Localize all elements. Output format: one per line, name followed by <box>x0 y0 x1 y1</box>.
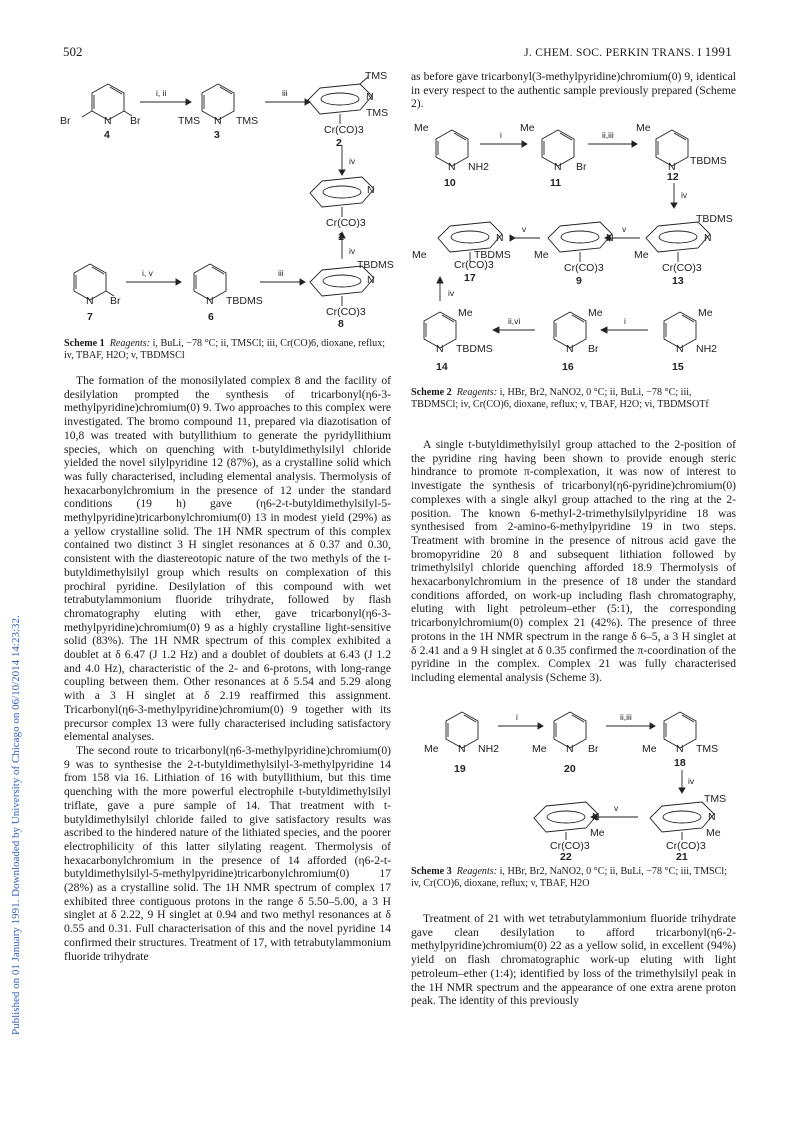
compound-number: 19 <box>454 763 466 775</box>
label-br: Br <box>60 115 71 127</box>
label-n: N <box>448 161 456 173</box>
caption-label: Scheme 2 <box>411 387 452 398</box>
compound-number: 7 <box>87 311 93 323</box>
label-me: Me <box>534 249 549 261</box>
download-watermark <box>10 235 22 1035</box>
reagent-arrow-label: v <box>614 803 619 813</box>
compound-8-structure <box>310 266 374 306</box>
reagent-arrow-label: iv <box>681 190 688 200</box>
scheme-1-figure <box>60 66 395 328</box>
label-crco3: Cr(CO)3 <box>662 262 702 274</box>
label-n: N <box>367 274 375 286</box>
compound-number: 18 <box>674 757 686 769</box>
reagent-arrow-label: v <box>622 224 627 234</box>
compound-number: 6 <box>208 311 214 323</box>
reagent-arrow-label: ii,iii <box>620 712 632 722</box>
label-me: Me <box>588 307 603 319</box>
label-me: Me <box>590 827 605 839</box>
label-tms: TMS <box>365 70 388 82</box>
label-me: Me <box>634 249 649 261</box>
caption-reagents: Reagents: <box>456 866 498 877</box>
label-crco3: Cr(CO)3 <box>326 306 366 318</box>
label-n: N <box>566 743 574 755</box>
reagent-arrow-label: i <box>624 316 626 326</box>
label-n: N <box>496 232 504 244</box>
compound-22-structure <box>534 802 598 840</box>
compound-number: 12 <box>667 171 679 183</box>
compound-number: 11 <box>550 177 562 189</box>
paragraph: A single t-butyldimethylsilyl group attached to the 2-position of the pyridine ring having been shown to provide enough steric hindrance to promote π-complexation, it was now of interest to investigate the synthesis of tricarbonyl(η6-pyridine)chromium(0) complexes with a single alkyl group attached to the ring at the 2-position. The known 6-methyl-2-trimethylsilylpyridine 18 was synthesised from 2-amino-6-methylpyridine 19 in two steps. Treatment with bromine in the presence of nitrous acid gave the bromopyridine 20 8 and subsequent lithiation followed by trimethylsilyl chloride quenching afforded 18.9 Thermolysis of hexacarbonylchromium in the presence of 18 under the standard conditions afforded, on work-up including flash chromatography, eluting with light petroleum–ether (5:1), the corresponding tricarbonylchromium(0) complex 21 (42%). The presence of three protons in the 1H NMR spectrum in the range δ 6–5, a 3 H singlet at δ 2.41 and a 9 H singlet at δ 0.35 confirmed the π-coordination of the pyridine in the complex. Complex 21 was fully characterised including elemental analysis (Scheme 3). <box>411 438 736 684</box>
paragraph: The formation of the monosilylated complex 8 and the facility of desilylation prompted the synthesis of tricarbonyl(η6-3-methylpyridine)chromium(0) 9. Two approaches to this complex were investigated. The bromo compound 11, prepared via diazotisation of 10,8 was treated with butyllithium to generate the pyridyllithium species, which on quenching with t-butyldimethylsilyl chloride yielded the novel silylpyridine 12 (87%), as a crystalline solid which was fully characterised, including elemental analysis. Thermolysis of hexacarbonylchromium in the presence of 12 under the standard conditions (19 h) gave (η6-2-t-butyldimethylsilyl-5-methylpyridine)tricarbonylchromium(0) 13 in modest yield (29%) as a yellow crystalline solid. The 1H NMR spectrum of this complex contained two distinct 3 H singlet resonances at δ 0.37 and 0.30, consistent with the diastereotopic nature of the two methyls of the t-butyldimethylsilyl group which results on complexation of this prochiral pyridine. Desilylation of this compound with wet tetrabutylammonium fluoride trihydrate, followed by flash chromatography eluting with ether, gave tricarbonyl(η6-3-methylpyridine)chromium(0) 9 as a highly crystalline light-sensitive solid (83%). The 1H NMR spectrum of this complex exhibited a doublet at δ 6.47 (J 1.2 Hz) and a doublet of doublets at 6.43 (J 1.2 and 4.0 Hz), characteristic of the 2- and 6-protons, with long-range coupling between them. Other resonances at δ 5.54 and 5.29 along with a 3 H singlet at δ 2.19 reaffirmed this assignment. Tricarbonyl(η6-3-methylpyridine)chromium(0) 9 together with its precursor complex 13 were fully characterised including satisfactory elemental analyses. <box>64 374 391 744</box>
journal-name: J. CHEM. SOC. PERKIN TRANS. I <box>524 47 702 59</box>
paragraph: as before gave tricarbonyl(3-methylpyridine)chromium(0) 9, identical in every respect to the authentic sample previously prepared (Scheme 2). <box>411 70 736 111</box>
left-column-text <box>64 374 391 963</box>
compound-2-structure <box>308 77 372 124</box>
reagent-arrow-label: ii,vi <box>508 316 521 326</box>
compound-number: 17 <box>464 272 476 284</box>
compound-21-structure <box>650 802 714 840</box>
label-n: N <box>668 161 676 173</box>
label-br: Br <box>588 743 599 755</box>
reagent-arrow-label: i <box>500 130 502 140</box>
label-n: N <box>436 343 444 355</box>
label-br: Br <box>110 295 121 307</box>
compound-number: 4 <box>104 129 110 141</box>
right-column-text <box>411 438 736 685</box>
label-me: Me <box>412 249 427 261</box>
label-n: N <box>214 115 222 127</box>
label-n: N <box>676 343 684 355</box>
caption-reagents: Reagents: <box>456 387 498 398</box>
caption-label: Scheme 3 <box>411 866 452 877</box>
reagent-arrow-label: iv <box>349 156 356 166</box>
label-tbdms: TBDMS <box>690 155 727 167</box>
compound-1-structure <box>310 177 374 217</box>
reagent-arrow-label: ii,iii <box>602 130 614 140</box>
label-me: Me <box>414 122 429 134</box>
reagent-arrow-label: iv <box>688 776 695 786</box>
compound-13-structure <box>646 222 710 262</box>
label-nh2: NH2 <box>468 161 490 173</box>
label-n: N <box>606 232 614 244</box>
label-crco3: Cr(CO)3 <box>666 840 706 852</box>
label-crco3: Cr(CO)3 <box>324 124 364 136</box>
label-nh2: NH2 <box>696 343 718 355</box>
compound-number: 16 <box>562 361 574 373</box>
label-crco3: Cr(CO)3 <box>454 259 494 271</box>
compound-number: 15 <box>672 361 684 373</box>
compound-number: 9 <box>576 275 582 287</box>
right-column-text-2 <box>411 912 736 1008</box>
caption-label: Scheme 1 <box>64 338 105 349</box>
label-n: N <box>554 161 562 173</box>
compound-number: 3 <box>214 129 220 141</box>
label-n: N <box>367 184 375 196</box>
reagent-arrow-label: iii <box>282 88 288 98</box>
label-n: N <box>704 232 712 244</box>
label-tms: TMS <box>696 743 719 755</box>
label-tbdms: TBDMS <box>474 249 511 261</box>
label-tbdms: TBDMS <box>696 213 733 225</box>
label-tbdms: TBDMS <box>456 343 493 355</box>
reagent-arrow-label: i, ii <box>156 88 167 98</box>
compound-number: 21 <box>676 851 688 860</box>
caption-text: i, HBr, Br2, NaNO2, 0 °C; ii, BuLi, −78 °C; iii, TMSCl; iv, Cr(CO)6, dioxane, reflux; v, TBAF, H2O <box>411 866 728 889</box>
label-tms: TMS <box>704 793 727 805</box>
running-header <box>524 44 732 60</box>
page-number: 502 <box>63 44 83 59</box>
compound-number: 2 <box>336 137 342 149</box>
label-tbdms: TBDMS <box>357 259 394 271</box>
reagent-arrow-label: iii <box>278 268 284 278</box>
compound-number: 1 <box>338 231 344 243</box>
caption-text: i, BuLi, −78 °C; ii, TMSCl; iii, Cr(CO)6, dioxane, reflux; iv, TBAF, H2O; v, TBDMSCl <box>64 338 386 361</box>
reagent-arrow-label: v <box>522 224 527 234</box>
label-me: Me <box>706 827 721 839</box>
paragraph: The second route to tricarbonyl(η6-3-methylpyridine)chromium(0) 9 was to synthesise the 2-t-butyldimethylsilyl-3-methylpyridine 14 from 158 via 16. Lithiation of 16 with butyllithium, but this time quenching with the more powerful electrophile t-butyldimethylsilyl triflate, gave a pure sample of 14. That treatment with t-butyldimethylsilyl chloride failed to give satisfactory results was ascribed to the hindered nature of the lithiated species, and the poorer electrophilicity of this latter silylating reagent. Thermolysis of hexacarbonylchromium in the presence of 14 afforded (η6-2-t-butyldimethylsilyl-5-methylpyridine)tricarbonylchromium(0) 17 (28%) as a crystalline solid. The 1H NMR spectrum of complex 17 exhibited three contiguous protons in the range δ 5.50–5.00, a 3 H singlet at δ 2.22, 9 H singlet at 0.94 and two methyl resonances at δ 0.55 and 0.31. Full characterisation of this and the novel pyridine 14 confirmed their structures. Treatment of 17, with tetrabutylammonium fluoride trihydrate <box>64 743 391 963</box>
scheme-3-figure <box>410 700 740 860</box>
scheme-1-caption <box>64 338 391 362</box>
label-tms: TMS <box>366 107 389 119</box>
label-me: Me <box>636 122 651 134</box>
label-n: N <box>676 743 684 755</box>
label-me: Me <box>532 743 547 755</box>
label-me: Me <box>520 122 535 134</box>
reagent-arrow-label: i, v <box>142 268 153 278</box>
compound-number: 22 <box>560 851 572 860</box>
label-br: Br <box>588 343 599 355</box>
compound-number: 14 <box>436 361 448 373</box>
label-n: N <box>708 811 716 823</box>
label-n: N <box>206 295 214 307</box>
label-crco3: Cr(CO)3 <box>564 262 604 274</box>
label-tms: TMS <box>178 115 201 127</box>
scheme-3-caption <box>411 866 736 890</box>
label-n: N <box>592 811 600 823</box>
label-n: N <box>86 295 94 307</box>
download-watermark-text: Published on 01 January 1991. Downloaded by University of Chicago on 06/10/2014 14:23:32. <box>10 615 22 1035</box>
label-me: Me <box>642 743 657 755</box>
reagent-arrow-label: iv <box>448 288 455 298</box>
label-nh2: NH2 <box>478 743 500 755</box>
compound-7-structure <box>74 264 114 300</box>
label-crco3: Cr(CO)3 <box>326 217 366 229</box>
right-column-intro <box>411 70 736 111</box>
label-n: N <box>566 343 574 355</box>
compound-number: 20 <box>564 763 576 775</box>
reagent-arrow-label: iv <box>349 246 356 256</box>
paragraph: Treatment of 21 with wet tetrabutylammonium fluoride trihydrate gave clean desilylation to afford tricarbonyl(η6-2-methylpyridine)chromium(0) 22 as a yellow solid, in excellent (94%) yield on flash chromatographic work-up eluting with light petroleum–ether (1:4); identified by loss of the trimethylsilyl peak in the 1H NMR spectrum and the appearance of one extra arene proton peak. The identity of this previously <box>411 912 736 1008</box>
label-tbdms: TBDMS <box>226 295 263 307</box>
reagent-arrow-label: i <box>516 712 518 722</box>
label-n: N <box>458 743 466 755</box>
label-me: Me <box>458 307 473 319</box>
label-n: N <box>104 115 112 127</box>
caption-reagents: Reagents: <box>109 338 151 349</box>
caption-text: i, HBr, Br2, NaNO2, 0 °C; ii, BuLi, −78 °C; iii, TBDMSCl; iv, Cr(CO)6, dioxane, reflux; v, TBAF, H2O; vi, TBDMSOTf <box>411 387 709 410</box>
label-me: Me <box>698 307 713 319</box>
label-br: Br <box>576 161 587 173</box>
scheme-2-figure <box>410 116 740 378</box>
label-crco3: Cr(CO)3 <box>550 840 590 852</box>
label-tms: TMS <box>236 115 259 127</box>
compound-9-structure <box>548 222 612 262</box>
compound-number: 8 <box>338 318 344 328</box>
journal-year: 1991 <box>704 44 732 59</box>
compound-number: 10 <box>444 177 456 189</box>
label-n: N <box>366 91 374 103</box>
label-me: Me <box>424 743 439 755</box>
scheme-2-caption <box>411 387 736 411</box>
compound-number: 13 <box>672 275 684 287</box>
label-br: Br <box>130 115 141 127</box>
